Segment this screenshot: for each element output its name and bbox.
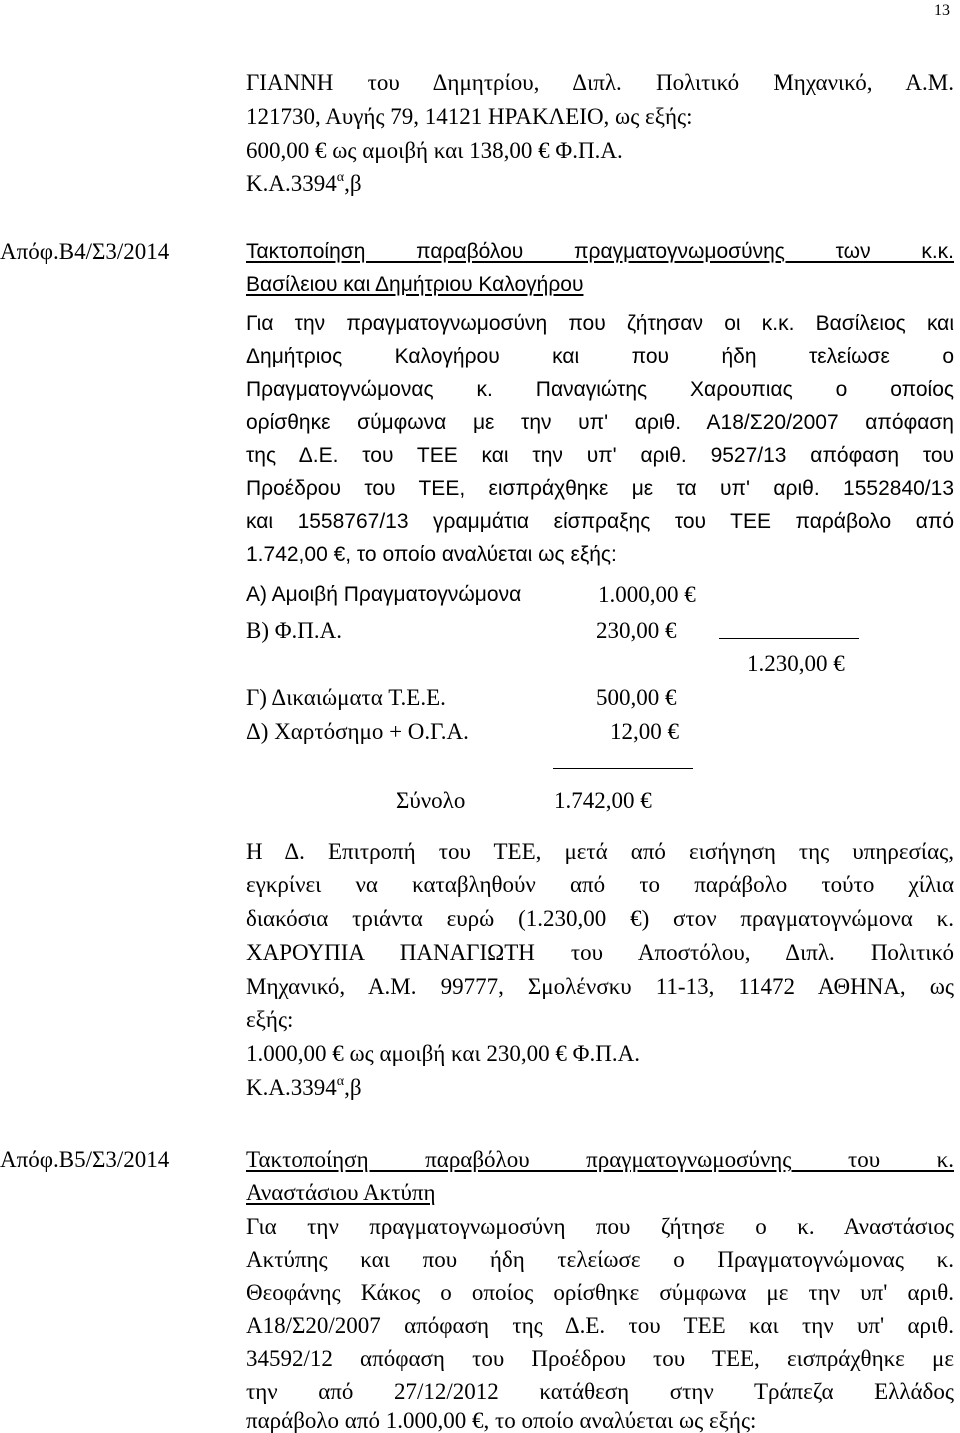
breakdown-amount-c: 500,00 € [596, 685, 677, 710]
approval-line-4: ΧΑΡΟΥΠΙΑ ΠΑΝΑΓΙΩΤΗ του Αποστόλου, Διπλ. Πολιτικό [246, 940, 954, 965]
decision-b5-body-2: Ακτύπης και που ήδη τελείωσε ο Πραγματογνώμονας κ. [246, 1247, 954, 1272]
decision-b5-body-3: Θεοφάνης Κάκος ο οποίος ορίσθηκε σύμφωνα με την υπ' αριθ. [246, 1280, 954, 1305]
decision-b4-body-3: Πραγματογνώμονας κ. Παναγιώτης Χαρουπιας ο οποίος [246, 378, 954, 401]
decision-b4-body-4: ορίσθηκε σύμφωνα με την υπ' αριθ. Α18/Σ20/2007 απόφαση [246, 411, 954, 434]
page-number: 13 [934, 2, 950, 19]
decision-b4-body-2: Δημήτριος Καλογήρου και που ήδη τελείωσε ο [246, 345, 954, 368]
decision-b4-body-7: και 1558767/13 γραμμάτια είσπραξης του ΤΕΕ παράβολο από [246, 510, 954, 533]
decision-b4-title-2: Βασίλειου και Δημήτριου Καλογήρου [246, 273, 584, 296]
decision-b5-title-1: Τακτοποίηση παραβόλου πραγματογνωμοσύνης του κ. [246, 1147, 954, 1172]
top-line-4: $K.A.3394^\alpha,\beta$ [246, 170, 362, 196]
subtotal-amount: 1.230,00 € [747, 651, 845, 676]
decision-b4-body-6: Προέδρου του ΤΕΕ, εισπράχθηκε με τα υπ' αριθ. 1552840/13 [246, 477, 954, 500]
account-code: $K.A.3394^\alpha,\beta$ [246, 1074, 362, 1100]
approval-line-2: εγκρίνει να καταβληθούν από το παράβολο τούτο χίλια [246, 872, 954, 897]
decision-b4-title-1: Τακτοποίηση παραβόλου πραγματογνωμοσύνης των κ.κ. [246, 240, 954, 263]
decision-b5-body-7: παράβολο από 1.000,00 €, το οποίο αναλύεται ως εξής: [246, 1408, 757, 1433]
breakdown-label-d: Δ) Χαρτόσημο + Ο.Γ.Α. [246, 719, 469, 744]
breakdown-label-c: Γ) Δικαιώματα Τ.Ε.Ε. [246, 685, 446, 710]
decision-b4-body-1: Για την πραγματογνωμοσύνη που ζήτησαν οι κ.κ. Βασίλειος και [246, 312, 954, 335]
decision-b5-title-2: Αναστάσιου Ακτύπη [246, 1180, 436, 1205]
breakdown-amount-a: 1.000,00 € [598, 582, 696, 607]
breakdown-amount-d: 12,00 € [610, 719, 679, 744]
decision-b5-body-6: την από 27/12/2012 κατάθεση στην Τράπεζα Ελλάδος [246, 1379, 954, 1404]
decision-b5-body-5: 34592/12 απόφαση του Προέδρου του ΤΕΕ, εισπράχθηκε με [246, 1346, 954, 1371]
breakdown-label-a: Α) Αμοιβή Πραγματογνώμονα [246, 583, 522, 606]
subtotal-rule [719, 638, 859, 639]
breakdown-amount-b: 230,00 € [596, 618, 677, 643]
decision-b4-label: Απόφ.Β4/Σ3/2014 [0, 239, 170, 264]
total-rule [553, 768, 693, 769]
total-amount: 1.742,00 € [554, 788, 652, 813]
decision-b5-body-4: Α18/Σ20/2007 απόφαση της Δ.Ε. του ΤΕΕ και την υπ' αριθ. [246, 1313, 954, 1338]
decision-b5-body-1: Για την πραγματογνωμοσύνη που ζήτησε ο κ. Αναστάσιος [246, 1214, 954, 1239]
top-line-1: ΓΙΑΝΝΗ του Δημητρίου, Διπλ. Πολιτικό Μηχανικό, Α.Μ. [246, 70, 954, 95]
approval-line-5: Μηχανικό, Α.Μ. 99777, Σμολένσκυ 11-13, 11472 ΑΘΗΝΑ, ως [246, 974, 954, 999]
payment-line: 1.000,00 € ως αμοιβή και 230,00 € Φ.Π.Α. [246, 1041, 640, 1066]
breakdown-label-b: Β) Φ.Π.Α. [246, 618, 343, 643]
decision-b4-body-8: 1.742,00 €, το οποίο αναλύεται ως εξής: [246, 543, 617, 566]
top-line-3: 600,00 € ως αμοιβή και 138,00 € Φ.Π.Α. [246, 138, 623, 163]
decision-b5-label: Απόφ.Β5/Σ3/2014 [0, 1147, 170, 1172]
decision-b4-body-5: της Δ.Ε. του ΤΕΕ και την υπ' αριθ. 9527/13 απόφαση του [246, 444, 954, 467]
total-label: Σύνολο [396, 788, 466, 813]
top-line-2: 121730, Αυγής 79, 14121 ΗΡΑΚΛΕΙΟ, ως εξής: [246, 104, 693, 129]
approval-line-1: Η Δ. Επιτροπή του ΤΕΕ, μετά από εισήγηση της υπηρεσίας, [246, 839, 954, 864]
approval-line-6: εξής: [246, 1007, 294, 1032]
approval-line-3: διακόσια τριάντα ευρώ (1.230,00 €) στον πραγματογνώμονα κ. [246, 906, 954, 931]
